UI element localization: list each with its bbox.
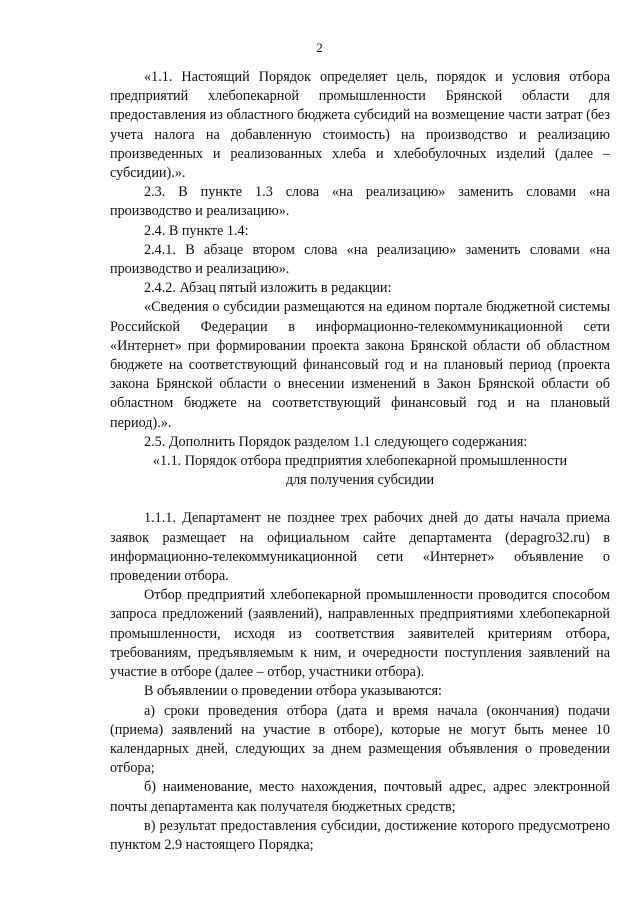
paragraph-2-4: 2.4. В пункте 1.4: xyxy=(144,222,249,239)
section-heading-line-2: для получения субсидии xyxy=(285,472,435,489)
list-item-b: б) наименование, место нахождения, почтовый адрес, адрес электронной почты департамента как получателя бюджетных средств; xyxy=(110,779,610,815)
paragraph-selection-method: Отбор предприятий хлебопекарной промышленности проводится способом запроса предложений (заявлений), направленных предприятиями хлебопекарной промышленности, исходя из соответствия заявителей критериям отбора, требованиям, предъявляемым к ним, и очередности поступления заявлений на участие в отборе (далее – отбор, участники отбора). xyxy=(110,587,610,681)
list-item-v: в) результат предоставления субсидии, достижение которого предусмотрено пунктом 2.9 настоящего Порядка; xyxy=(110,817,610,853)
paragraph-2-4-1: 2.4.1. В абзаце втором слова «на реализацию» заменить словами «на производство и реализацию». xyxy=(110,241,610,278)
page-number: 2 xyxy=(316,40,323,55)
paragraph-announcement-contents: В объявлении о проведении отбора указываются: xyxy=(144,683,442,700)
paragraph-subsidy-info: «Сведения о субсидии размещаются на едином портале бюджетной системы Российской Федерации в информационно-телекоммуникационной сети «Интернет» при формировании проекта закона Брянской области об областном бюджете на соответствующий финансовый год и на плановый период (проекта закона Брянской области о внесении изменений в Закон Брянской области об областном бюджете на соответствующий финансовый год и на плановый период).». xyxy=(110,299,610,431)
paragraph-1-1-purpose: «1.1. Настоящий Порядок определяет цель, порядок и условия отбора предприятий хлебопекарной промышленности Брянской области для предоставления из областного бюджета субсидий на возмещение части затрат (без учета налога на добавленную стоимость) на производство и реализацию произведенных и реализованных хлеба и хлебобулочных изделий (далее – субсидии).». xyxy=(110,69,610,182)
document-body xyxy=(110,68,610,855)
list-item-a: а) сроки проведения отбора (дата и время начала (окончания) подачи (приема) заявлений на участие в отборе), которые не могут быть менее 10 календарных дней, следующих за днем размещения объявления о проведении отбора; xyxy=(110,702,610,777)
paragraph-2-4-2: 2.4.2. Абзац пятый изложить в редакции: xyxy=(144,280,392,297)
paragraph-1-1-1: 1.1.1. Департамент не позднее трех рабочих дней до даты начала приема заявок размещает на официальном сайте департамента (depagro32.ru) в информационно-телекоммуникационной сети «Интернет» объявление о проведении отбора. xyxy=(110,510,610,585)
paragraph-2-3: 2.3. В пункте 1.3 слова «на реализацию» заменить словами «на производство и реализацию». xyxy=(110,184,610,220)
section-heading-line-1: «1.1. Порядок отбора предприятия хлебопекарной промышленности xyxy=(152,453,568,470)
paragraph-2-5: 2.5. Дополнить Порядок разделом 1.1 следующего содержания: xyxy=(144,433,528,450)
